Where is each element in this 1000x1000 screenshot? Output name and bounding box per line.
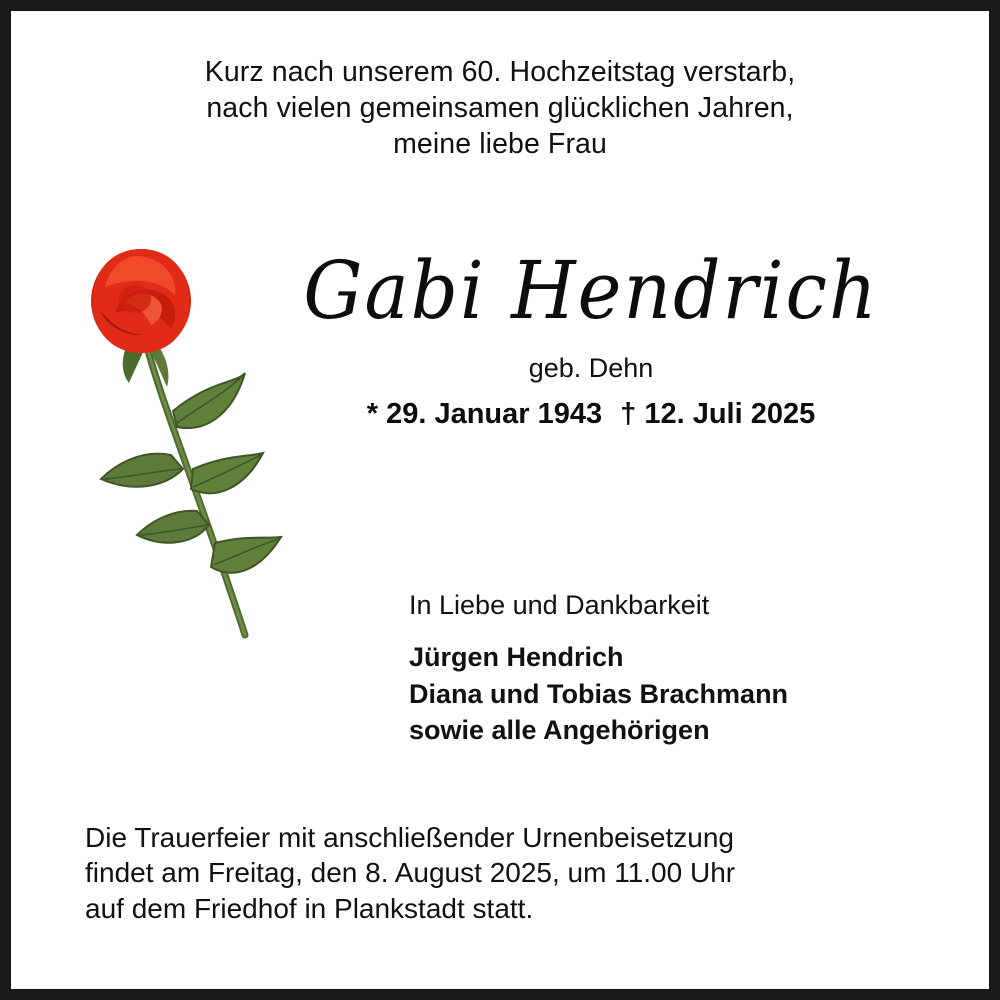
family-name-2: Diana und Tobias Brachmann (409, 678, 789, 709)
intro-line-2: nach vielen gemeinsamen glücklichen Jahren, (206, 91, 794, 124)
intro-line-1: Kurz nach unserem 60. Hochzeitstag verstarb, (204, 56, 796, 88)
deceased-name: Gabi Hendrich (303, 244, 879, 338)
notice-body (11, 11, 989, 989)
intro-line-3: meine liebe Frau (393, 127, 607, 160)
family-names (409, 639, 788, 748)
family-lead: In Liebe und Dankbarkeit (409, 590, 710, 620)
maiden-name: geb. Dehn (528, 353, 654, 383)
intro-text (11, 55, 989, 163)
ceremony-details (85, 820, 945, 927)
ceremony-line-2: findet am Freitag, den 8. August 2025, um 11.00 Uhr (85, 857, 736, 889)
family-name-3: sowie alle Angehörigen (409, 715, 710, 746)
ceremony-line-1: Die Trauerfeier mit anschließender Urnenbeisetzung (85, 821, 734, 853)
death-date: † 12. Juli 2025 (620, 398, 816, 430)
ceremony-line-3: auf dem Friedhof in Plankstadt statt. (85, 893, 534, 925)
name-block (191, 244, 991, 431)
family-name-1: Jürgen Hendrich (409, 642, 624, 673)
family-block (409, 589, 788, 749)
birth-date: * 29. Januar 1943 (366, 398, 603, 430)
life-dates (191, 398, 991, 431)
